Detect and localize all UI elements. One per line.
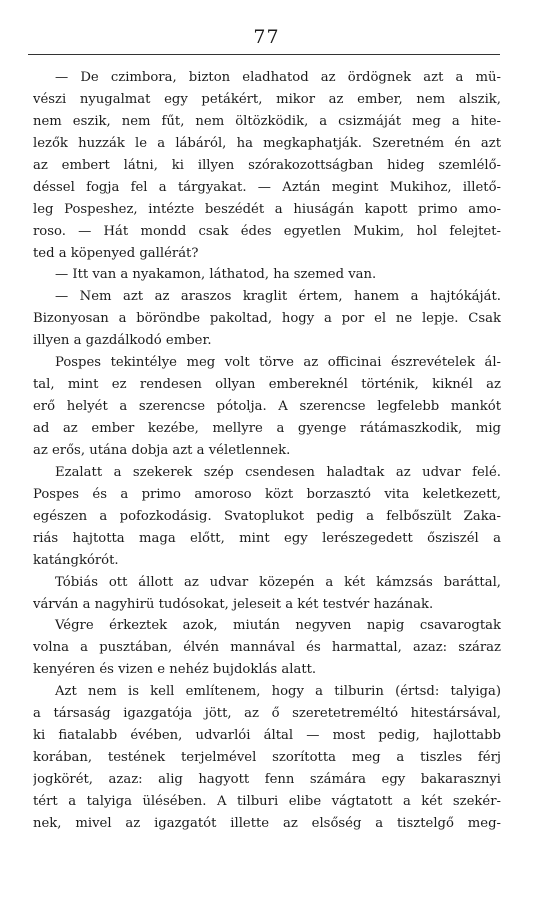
- text-line: illyen a gazdálkodó ember.: [33, 333, 212, 349]
- text-line: Tóbiás ott állott az udvar közepén a két kámzsás baráttal,: [55, 574, 501, 590]
- text-line: lezők huzzák le a lábáról, ha megkaphatják. Szeretném én azt: [33, 135, 501, 151]
- text-line: — De czimbora, bizton eladhatod az ördögnek azt a mü-: [55, 70, 501, 85]
- text-line: déssel fogja fel a tárgyakat. — Aztán megint Mukihoz, illető-: [33, 179, 501, 195]
- text-line: nek, mivel az igazgatót illette az elsőség a tisztelgő meg-: [33, 815, 501, 831]
- text-line: — Itt van a nyakamon, láthatod, ha szemed van.: [55, 267, 377, 283]
- text-line: erő helyét a szerencse pótolja. A szerencse legfelebb mankót: [33, 399, 501, 415]
- text-line: volna a pusztában, élvén mannával és harmattal, azaz: száraz: [33, 640, 501, 656]
- text-line: az erős, utána dobja azt a véletlennek.: [33, 442, 291, 458]
- text-line: Pospes és a primo amoroso közt borzasztó vita keletkezett,: [33, 486, 501, 502]
- page-number: 77: [253, 26, 280, 48]
- text-line: leg Pospeshez, intézte beszédét a hiuságán kapott primo amo-: [33, 201, 501, 217]
- text-line: a társaság igazgatója jött, az ő szeretetreméltó hitestársával,: [33, 706, 501, 722]
- text-line: ki fiatalabb évében, udvarlói által — most pedig, hajlottabb: [33, 728, 501, 744]
- text-line: egészen a pofozkodásig. Svatoplukot pedig a felbőszült Zaka-: [33, 508, 501, 524]
- text-line: ted a köpenyed gallérát?: [33, 245, 199, 261]
- text-line: Ezalatt a szekerek szép csendesen haladtak az udvar felé.: [55, 464, 501, 480]
- text-line: Azt nem is kell említenem, hogy a tilburin (értsd: talyiga): [55, 684, 501, 700]
- text-line: ad az ember kezébe, mellyre a gyenge rátámaszkodik, mig: [33, 421, 501, 436]
- text-line: Bizonyosan a böröndbe pakoltad, hogy a por el ne lepje. Csak: [33, 311, 501, 327]
- body-text: [33, 67, 501, 835]
- text-line: tal, mint ez rendesen ollyan embereknél történik, kiknél az: [33, 377, 501, 393]
- text-line: roso. — Hát mondd csak édes egyetlen Mukim, hol felejtet-: [33, 223, 501, 239]
- text-line: nem eszik, nem fűt, nem öltözködik, a csizmáját meg a hite-: [33, 113, 501, 129]
- header-rule: [28, 54, 500, 55]
- text-line: tért a talyiga ülésében. A tilburi elibe vágtatott a két szekér-: [33, 793, 501, 809]
- text-line: Pospes tekintélye meg volt törve az officinai észrevételek ál-: [55, 355, 501, 371]
- text-line: Végre érkeztek azok, miután negyven napig csavarogtak: [55, 618, 501, 634]
- text-line: vészi nyugalmat egy petákért, mikor az ember, nem alszik,: [33, 91, 501, 107]
- text-line: jogkörét, azaz: alig hagyott fenn számára egy bakarasznyi: [33, 772, 501, 787]
- text-line: korában, testének terjelmével szorította meg a tiszles férj: [33, 750, 501, 766]
- text-line: várván a nagyhirü tudósokat, jeleseit a két testvér hazának.: [33, 596, 434, 612]
- text-line: az embert látni, ki illyen szórakozottságban hideg szemlélő-: [33, 157, 501, 173]
- text-line: — Nem azt az araszos kraglit értem, hanem a hajtókáját.: [55, 289, 501, 305]
- text-line: katángkórót.: [33, 552, 119, 568]
- text-line: riás hajtotta maga előtt, mint egy lerészegedett ősziszél a: [33, 530, 501, 546]
- text-line: kenyéren és vizen e nehéz bujdoklás alatt.: [33, 662, 317, 678]
